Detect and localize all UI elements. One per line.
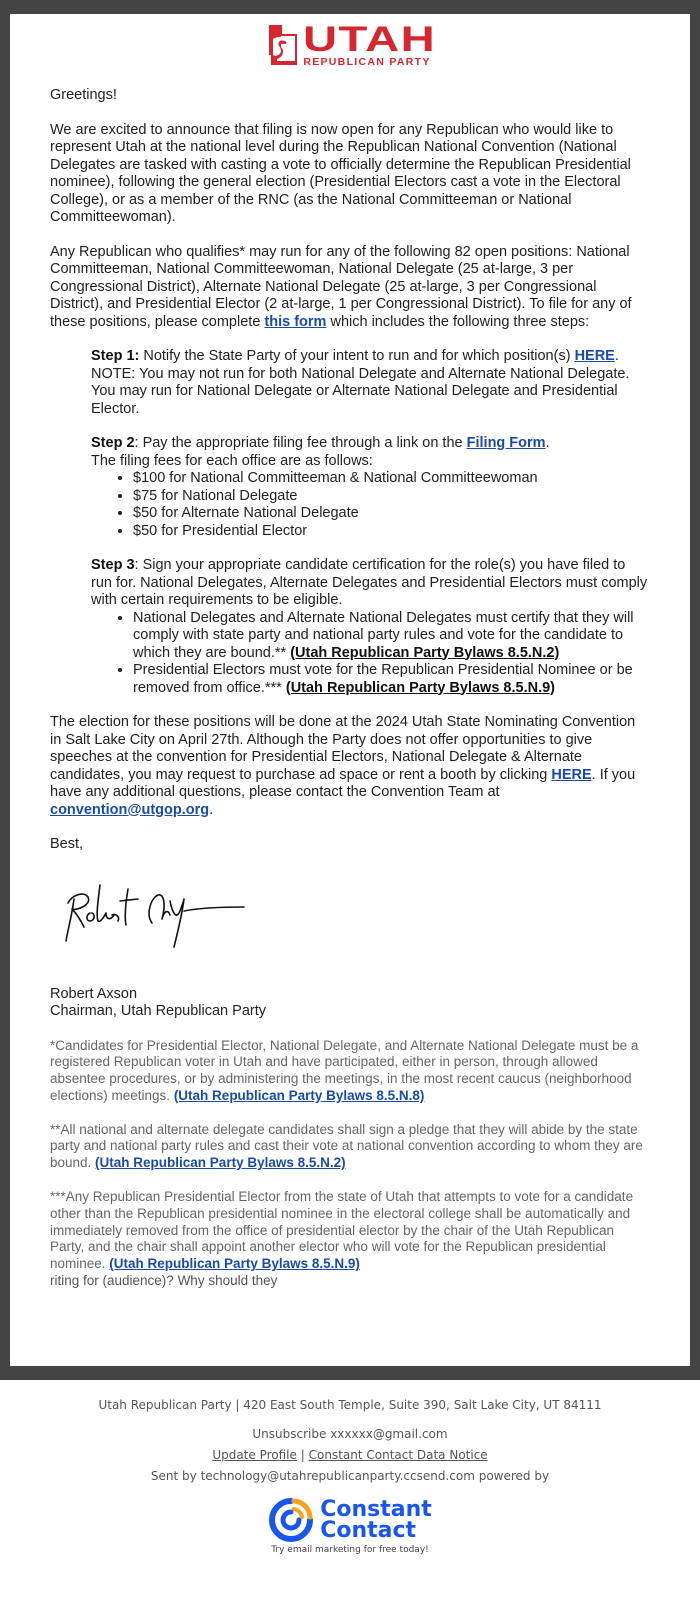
intro-paragraph: We are excited to announce that filing is now open for any Republican who would like to represent Utah at the national level during the Republican National Convention (National Delegates are tasked with casting a vote to officially determine the Republican Presidential nominee), following the general election (Presidential Electors cast a vote in the Electoral College), or as a member of the RNC (as the National Committeeman or National Committeewoman). <box>50 121 631 225</box>
subscriber-email: xxxxxx@gmail.com <box>330 1427 448 1441</box>
update-profile-link[interactable]: Update Profile <box>212 1448 297 1462</box>
signature-image <box>54 871 254 971</box>
logo-title: UTAH <box>303 20 437 59</box>
step-3-label: Step 3 <box>91 557 135 573</box>
sent-by: Sent by technology@utahrepublicanparty.ccsend.com powered by <box>150 1469 550 1483</box>
requirements-list <box>91 610 650 698</box>
step-2: Step 2: Pay the appropriate filing fee through a link on the Filing Form. The filing fees for each office are as follows: • $100 for National Committeeman & National Committeewoman • $75 for National Delegate • $50 for Alternate National Delegate • $50 for Presidential Elector <box>91 435 650 540</box>
election-paragraph: The election for these positions will be done at the 2024 Utah State Nominating Convention in Salt Lake City on April 27th. Although the Party does not offer opportunities to give speeches at the convention for Presidential Electors, National Delegate & Alternate candidates, you may request to purchase ad space or rent a booth by clicking HERE. If you have any additional questions, please contact the Convention Team at convention@utgop.org. <box>50 714 636 818</box>
fees-list <box>91 470 650 540</box>
cc-line-2: Contact <box>320 1518 417 1543</box>
requirement-item: • Presidential Electors must vote for the Republican Presidential Nominee or be removed from office.*** (Utah Republican Party Bylaws 8.5.N.9) <box>133 662 650 697</box>
unsubscribe-link[interactable]: Unsubscribe <box>252 1427 327 1441</box>
footnote-bylaws-8-5-n-8-link[interactable]: (Utah Republican Party Bylaws 8.5.N.8) <box>173 1087 425 1103</box>
footnote-1: *Candidates for Presidential Elector, National Delegate, and Alternate National Delegate must be a registered Republican voter in Utah and have participated, either in person, through allowed absentee procedures, or by administering the meetings, in the most recent caucus (neighborhood elections) meetings. (Utah Republican Party Bylaws 8.5.N.8) <box>50 1037 639 1103</box>
email-body <box>10 14 690 1366</box>
step-1: Step 1: Notify the State Party of your intent to run and for which position(s) HERE. NOTE: You may not run for both National Delegate and Alternate National Delegate. You may run for National Delegate or Alternate National Delegate and Presidential Elector. <box>91 348 630 417</box>
constant-contact-icon <box>268 1497 314 1543</box>
closing: Best, <box>50 836 84 852</box>
footnote-3: ***Any Republican Presidential Elector from the state of Utah that attempts to vote for a candidate other than the Republican presidential nominee in the electoral college shall be automatically and immediately removed from the office of presidential elector by the chair of the Utah Republican Party, and the chair shall appoint another elector who will vote for the Republican presidential nominee. (Utah Republican Party Bylaws 8.5.N.9) <box>50 1189 634 1272</box>
utah-state-elephant-icon <box>269 25 297 65</box>
this-form-link[interactable]: this form <box>264 313 327 330</box>
cc-line-1: Constant <box>320 1497 432 1522</box>
stray-text: riting for (audience)? Why should they <box>50 1273 278 1289</box>
unsubscribe-line <box>0 1427 700 1441</box>
fee-item: • $50 for Presidential Elector <box>133 523 650 541</box>
step-3: Step 3: Sign your appropriate candidate certification for the role(s) you have filed to run for. National Delegates, Alternate Delegates and Presidential Electors must comply with certain requirements to be eligible. • National Delegates and Alternate National Delegates must certify that they will comply with state party and national party rules and vote for the candidate to which they are bound.** (Utah Republican Party Bylaws 8.5.N.2) • Presidential Electors must vote for the Republican Presidential Nominee or be removed from office.*** (Utah Republican Party Bylaws 8.5.N.9) <box>91 557 650 697</box>
bylaws-8-5-n-9-link[interactable]: (Utah Republican Party Bylaws 8.5.N.9) <box>285 679 555 696</box>
fees-intro: The filing fees for each office are as follows: <box>91 452 373 469</box>
fee-item: • $75 for National Delegate <box>133 488 650 506</box>
cc-tagline: Try email marketing for free today! <box>271 1545 429 1555</box>
utah-gop-logo[interactable] <box>269 20 437 80</box>
constant-contact-logo[interactable] <box>0 1497 700 1555</box>
greeting: Greetings! <box>50 87 117 103</box>
requirement-item: • National Delegates and Alternate National Delegates must certify that they will comply with state party and national party rules and vote for the candidate to which they are bound.** (Utah Republican Party Bylaws 8.5.N.2) <box>133 610 650 663</box>
step-2-label: Step 2 <box>91 435 135 451</box>
footer-address: Utah Republican Party | 420 East South Temple, Suite 390, Salt Lake City, UT 84111 <box>98 1398 602 1412</box>
filing-steps <box>50 348 650 697</box>
booth-here-link[interactable]: HERE <box>551 766 592 783</box>
filing-form-link[interactable]: Filing Form <box>466 435 546 451</box>
positions-paragraph: Any Republican who qualifies* may run for any of the following 82 open positions: National Committeeman, National Committeewoman, National Delegate (25 at-large, 3 per Congressional District), Alternate National Delegate (25 at-large, 3 per Congressional District), and Presidential Elector (2 at-large, 1 per Congressional District). To file for any of these positions, please complete this form which includes the following three steps: <box>50 243 632 330</box>
footnote-bylaws-8-5-n-9-link[interactable]: (Utah Republican Party Bylaws 8.5.N.9) <box>109 1256 360 1272</box>
profile-links: Update Profile | Constant Contact Data Notice <box>212 1448 488 1462</box>
email-footer <box>0 1380 700 1555</box>
fee-item: • $50 for Alternate National Delegate <box>133 505 650 523</box>
footnote-bylaws-8-5-n-2-link[interactable]: (Utah Republican Party Bylaws 8.5.N.2) <box>95 1155 346 1171</box>
step-1-here-link[interactable]: HERE <box>574 348 615 364</box>
data-notice-link[interactable]: Constant Contact Data Notice <box>308 1448 488 1462</box>
logo-subtitle: REPUBLICAN PARTY <box>303 56 431 68</box>
footnote-2: **All national and alternate delegate candidates shall sign a pledge that they will abide by the state party and national party rules and cast their vote at national convention according to whom they are bound. (Utah Republican Party Bylaws 8.5.N.2) <box>50 1121 643 1171</box>
header <box>50 20 650 80</box>
signer-title: Chairman, Utah Republican Party <box>50 1003 266 1019</box>
step-1-label: Step 1: <box>91 348 140 364</box>
signer-name: Robert Axson <box>50 985 138 1002</box>
bylaws-8-5-n-2-link[interactable]: (Utah Republican Party Bylaws 8.5.N.2) <box>290 644 560 661</box>
fee-item: • $100 for National Committeeman & National Committeewoman <box>133 470 650 488</box>
convention-email-link[interactable]: convention@utgop.org <box>50 801 210 818</box>
